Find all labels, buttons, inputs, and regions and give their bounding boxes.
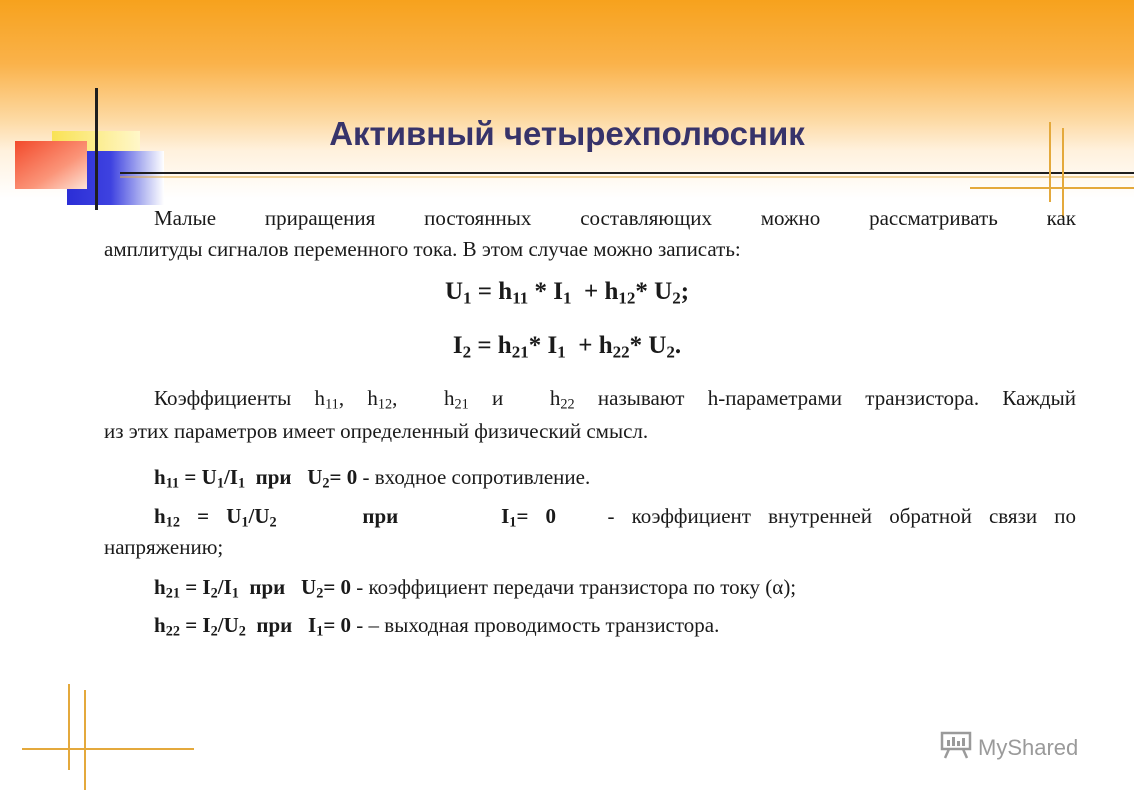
intro-line-2: амплитуды сигналов переменного тока. В этом случае можно записать: <box>104 237 741 261</box>
coefficients-line-1: Коэффициенты $h_{11}$, $h_{12}$, $h_{21}$ и $h_{22}$ называют h-параметрами транзистора. Каждый <box>154 386 1076 413</box>
watermark <box>940 730 1110 766</box>
equation-u1: $U_1 = h_{11} * I_1 + h_{12}*$ $U_2$; <box>444 278 690 308</box>
decor-bottom-line-2 <box>84 690 86 790</box>
h21-definition: $h_{21} = I_2/I_1$ при $U_2= 0$ - коэффициент передачи транзистора по току (α); <box>154 575 797 602</box>
decor-bottom-line-3 <box>22 748 194 750</box>
h22-definition: $h_{22} = I_2/U_2$ при $I_1= 0$ - – выходная проводимость транзистора. <box>154 613 720 640</box>
intro-line-1: Малые приращения постоянных составляющих можно рассматривать как <box>154 206 1076 230</box>
decor-title-underline-accent <box>120 176 1134 178</box>
decor-right-line-3 <box>970 187 1134 189</box>
watermark-text: MyShared <box>978 735 1079 760</box>
decor-bottom-line-1 <box>68 684 70 770</box>
presentation-board-icon <box>940 730 972 766</box>
decor-title-underline <box>120 172 1134 174</box>
h12-definition-continued: напряжению; <box>104 535 224 559</box>
equation-i2: $I_2 = h_{21}*$ $I_1 + h_{22}*$ $U_2$. <box>452 332 682 362</box>
coefficients-line-2: из этих параметров имеет определенный физический смысл. <box>104 419 649 443</box>
h12-definition: $h_{12} = U_1/U_2$ при $I_1= 0$ - коэффициент внутренней обратной связи по <box>154 504 1076 531</box>
h11-definition: $h_{11} = U_1/I_1$ при $U_2= 0$ - входное сопротивление. <box>154 465 591 492</box>
alpha-symbol: α <box>772 575 784 599</box>
slide-title: Активный четырехполюсник <box>329 115 805 152</box>
